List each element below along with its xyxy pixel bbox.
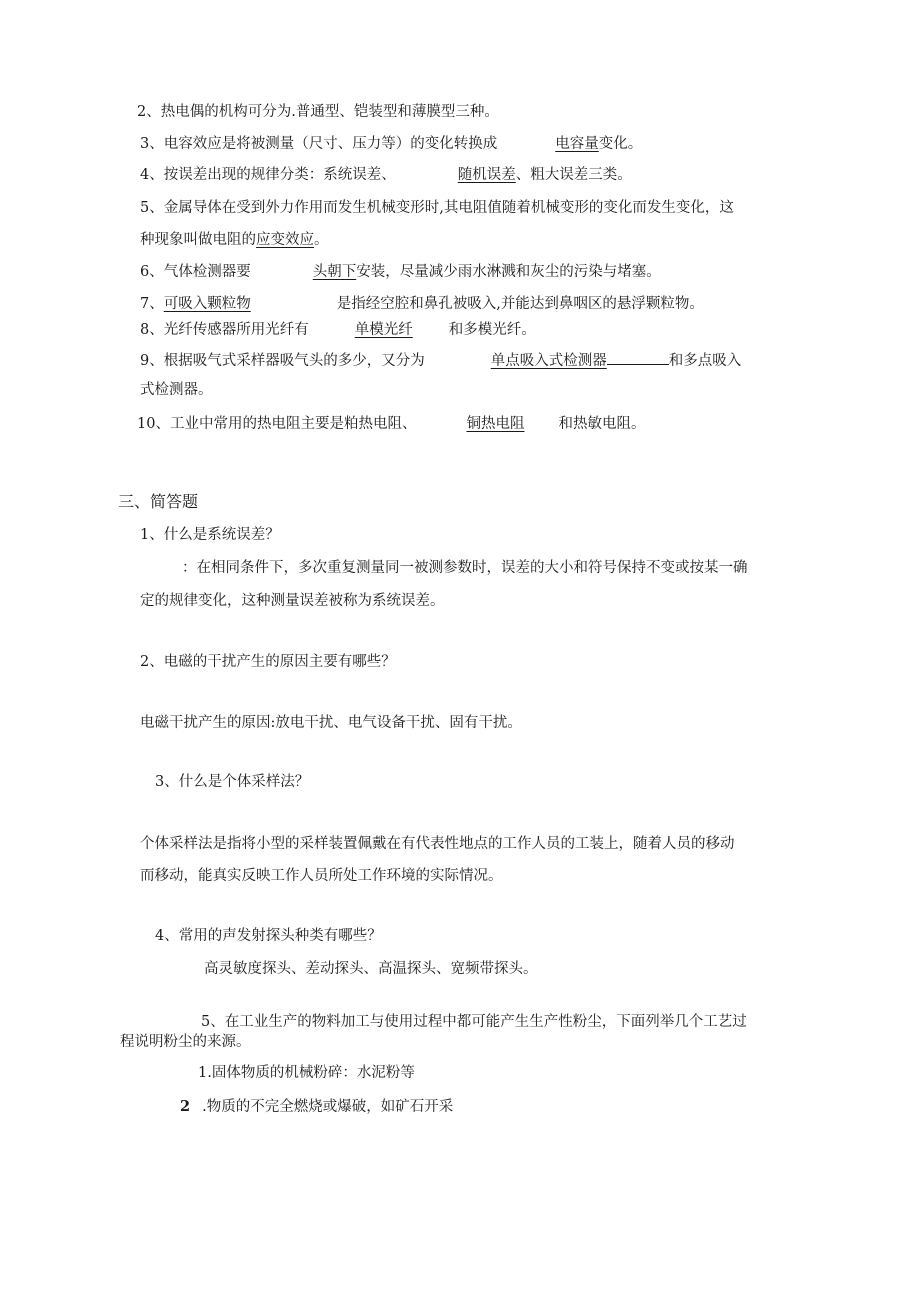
- question-3: 3、什么是个体采样法？: [155, 774, 310, 790]
- answer-3-line2: 而移动，能真实反映工作人员所处工作环境的实际情况。: [140, 868, 503, 884]
- fill-q5-line2: 种现象叫做电阻的应变效应。: [140, 232, 329, 248]
- answer-blank: 应变效应: [256, 232, 314, 248]
- fill-q6: 6、气体检测器要 头朝下安装，尽量减少雨水淋溅和灰尘的污染与堵塞。: [140, 264, 661, 280]
- question-2: 2、电磁的干扰产生的原因主要有哪些？: [140, 654, 396, 670]
- answer-1-line1: ：在相同条件下，多次重复测量同一被测参数时，误差的大小和符号保持不变或按某一确: [182, 560, 748, 576]
- question-4: 4、常用的声发射探头种类有哪些？: [155, 928, 382, 944]
- answer-blank: 随机误差: [457, 167, 516, 183]
- question-5-line1: 5、在工业生产的物料加工与使用过程中都可能产生生产性粉尘，下面列举几个工艺过: [201, 1014, 747, 1030]
- answer-1-line2: 定的规律变化，这种测量误差被称为系统误差。: [140, 593, 445, 609]
- answer-blank: 电容量: [555, 136, 599, 152]
- answer-3-line1: 个体采样法是指将小型的采样装置佩戴在有代表性地点的工作人员的工装上，随着人员的移动: [140, 836, 735, 852]
- fill-q7: 7、可吸入颗粒物 是指经空腔和鼻孔被吸入,并能达到鼻咽区的悬浮颗粒物。: [140, 296, 704, 312]
- fill-q9-line1: 9、根据吸气式采样器吸气头的多少，又分为 单点吸入式检测器 和多点吸入: [140, 350, 741, 371]
- list-item: 2 .物质的不完全燃烧或爆破，如矿石开采: [180, 1098, 454, 1115]
- fill-q4: 4、按误差出现的规律分类：系统误差、 随机误差、粗大误差三类。: [140, 167, 632, 183]
- answer-4: 高灵敏度探头、差动探头、高温探头、宽频带探头。: [204, 961, 538, 977]
- fill-q8: 8、光纤传感器所用光纤有 单模光纤 和多模光纤。: [140, 322, 536, 338]
- answer-blank: 单模光纤: [354, 322, 413, 338]
- fill-q3: 3、电容效应是将被测量（尺寸、压力等）的变化转换成 电容量变化。: [140, 136, 643, 152]
- answer-blank: 铜热电阻: [466, 416, 525, 432]
- fill-q2: 2、热电偶的机构可分为.普通型、铠装型和薄膜型三种。: [137, 104, 499, 120]
- fill-q10: 10、工业中常用的热电阻主要是粕热电阻、 铜热电阻 和热敏电阻。: [137, 416, 646, 432]
- answer-blank: 头朝下: [312, 264, 357, 280]
- question-5-line2: 程说明粉尘的来源。: [120, 1034, 251, 1050]
- list-item: 1.固体物质的机械粉碎：水泥粉等: [198, 1065, 415, 1081]
- fill-q5-line1: 5、金属导体在受到外力作用而发生机械变形时,其电阻值随着机械变形的变化而发生变化，这: [140, 200, 734, 216]
- blank-underline: [607, 350, 669, 365]
- question-1: 1、什么是系统误差？: [140, 527, 280, 543]
- fill-q9-line2: 式检测器。: [140, 382, 213, 398]
- answer-2: 电磁干扰产生的原因:放电干扰、电气设备干扰、固有干扰。: [140, 715, 522, 731]
- answer-blank: 单点吸入式检测器: [490, 353, 607, 369]
- section-heading: 三、简答题: [118, 492, 199, 511]
- answer-blank: 可吸入颗粒物: [163, 296, 251, 312]
